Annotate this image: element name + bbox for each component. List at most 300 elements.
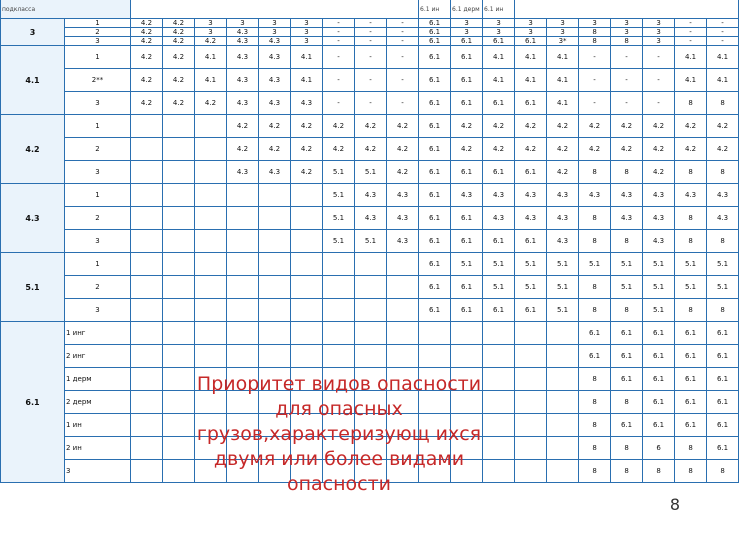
priority-value-cell: 4.2 [163,69,195,92]
priority-value-cell: 4.2 [643,115,675,138]
priority-value-cell: 4.2 [195,92,227,115]
priority-value-cell [323,253,355,276]
table-row [1,322,739,345]
priority-value-cell [387,322,419,345]
priority-value-cell: 8 [579,276,611,299]
priority-value-cell: 4.3 [643,184,675,207]
priority-value-cell [131,230,163,253]
priority-value-cell: 4.2 [611,138,643,161]
priority-value-cell: 4.3 [387,184,419,207]
priority-value-cell: 4.2 [259,138,291,161]
priority-value-cell: 6.1 [675,391,707,414]
priority-value-cell: 6.1 [643,391,675,414]
priority-value-cell: 6.1 [707,391,739,414]
priority-value-cell: 5.1 [675,276,707,299]
priority-value-cell: 3 [291,19,323,28]
priority-value-cell: 4.2 [323,115,355,138]
priority-value-cell: 6.1 [419,230,451,253]
priority-value-cell: 4.2 [675,115,707,138]
priority-value-cell: 3* [547,37,579,46]
priority-value-cell [323,322,355,345]
priority-value-cell [163,207,195,230]
priority-value-cell: 3 [643,28,675,37]
priority-value-cell [323,299,355,322]
priority-value-cell: - [387,28,419,37]
priority-value-cell: - [355,69,387,92]
priority-value-cell: 4.2 [483,115,515,138]
class-header-cell: подкласса [1,0,131,19]
priority-value-cell: 4.2 [259,115,291,138]
priority-value-cell [131,460,163,483]
priority-value-cell: 4.3 [483,184,515,207]
priority-value-cell: 4.2 [291,138,323,161]
priority-value-cell: 4.3 [707,207,739,230]
priority-value-cell: 4.3 [547,230,579,253]
priority-value-cell [387,345,419,368]
priority-value-cell [323,276,355,299]
priority-value-cell: 6.1 [675,368,707,391]
priority-value-cell: 5.1 [643,299,675,322]
priority-value-cell: 5.1 [323,161,355,184]
priority-value-cell: - [387,37,419,46]
packing-group-cell: 2 [65,138,131,161]
priority-value-cell: 8 [643,460,675,483]
priority-value-cell: 6.1 [707,345,739,368]
priority-value-cell [131,437,163,460]
priority-value-cell [291,230,323,253]
priority-value-cell [515,460,547,483]
priority-value-cell: 5.1 [579,253,611,276]
priority-value-cell: 4.3 [259,37,291,46]
priority-value-cell: 4.2 [163,92,195,115]
packing-group-cell: 2 инг [65,345,131,368]
priority-value-cell: 4.1 [515,69,547,92]
priority-value-cell [323,345,355,368]
table-row [1,115,739,138]
priority-value-cell: 3 [643,19,675,28]
hazard-class-cell: 4.2 [1,115,65,184]
priority-value-cell [131,184,163,207]
priority-value-cell: 4.1 [515,46,547,69]
priority-value-cell [259,253,291,276]
priority-value-cell: 4.2 [515,138,547,161]
priority-value-cell: 8 [611,460,643,483]
priority-value-cell [163,184,195,207]
priority-value-cell: 4.2 [579,115,611,138]
priority-value-cell [195,230,227,253]
priority-value-cell: 4.1 [675,69,707,92]
table-row [1,299,739,322]
packing-group-cell: 3 [65,92,131,115]
priority-value-cell: 5.1 [355,161,387,184]
priority-value-cell: - [355,46,387,69]
priority-value-cell [227,184,259,207]
priority-value-cell: 5.1 [547,253,579,276]
packing-group-cell: 3 [65,37,131,46]
priority-value-cell [291,253,323,276]
table-row [1,207,739,230]
table-row [1,161,739,184]
priority-value-cell: 6.1 [419,207,451,230]
priority-value-cell: 4.2 [515,115,547,138]
priority-value-cell [163,299,195,322]
priority-value-cell: 8 [611,299,643,322]
priority-value-cell [547,345,579,368]
priority-value-cell [259,299,291,322]
priority-value-cell: 6.1 [707,414,739,437]
table-row [1,28,739,37]
priority-value-cell: 5.1 [707,253,739,276]
priority-value-cell: 4.3 [355,207,387,230]
table-row [1,184,739,207]
priority-value-cell: 4.2 [547,161,579,184]
priority-value-cell: 3 [195,28,227,37]
priority-value-cell: 6.1 [643,414,675,437]
priority-value-cell: 4.3 [291,92,323,115]
priority-value-cell [355,253,387,276]
priority-value-cell: - [387,46,419,69]
priority-value-cell: 4.2 [675,138,707,161]
priority-value-cell: 8 [579,414,611,437]
priority-value-cell [163,253,195,276]
priority-value-cell: 6.1 [675,414,707,437]
priority-value-cell [163,276,195,299]
priority-value-cell: 3 [483,19,515,28]
priority-value-cell [163,115,195,138]
priority-value-cell [515,437,547,460]
priority-value-cell [547,391,579,414]
priority-value-cell: 8 [579,437,611,460]
priority-value-cell: 6.1 [579,345,611,368]
column-header-c: 6.1 ин [483,0,515,19]
priority-value-cell: 4.1 [707,69,739,92]
priority-value-cell: 4.2 [227,138,259,161]
priority-value-cell: 4.3 [259,46,291,69]
priority-value-cell: 8 [579,28,611,37]
priority-value-cell: 8 [675,161,707,184]
priority-value-cell: 6.1 [419,46,451,69]
priority-value-cell: 8 [707,460,739,483]
priority-value-cell [227,207,259,230]
priority-value-cell: 4.3 [227,46,259,69]
priority-value-cell: - [675,28,707,37]
priority-value-cell: 4.2 [131,69,163,92]
priority-value-cell: - [675,19,707,28]
priority-value-cell [387,253,419,276]
packing-group-cell: 2** [65,69,131,92]
priority-value-cell [131,299,163,322]
priority-value-cell: - [579,46,611,69]
priority-value-cell [195,138,227,161]
priority-value-cell: 4.2 [291,115,323,138]
priority-value-cell: 4.2 [291,161,323,184]
priority-value-cell [547,414,579,437]
packing-group-cell: 1 инг [65,322,131,345]
priority-value-cell [195,345,227,368]
priority-value-cell: 5.1 [643,253,675,276]
priority-value-cell [515,345,547,368]
priority-value-cell [227,276,259,299]
priority-value-cell: 6.1 [419,184,451,207]
priority-value-cell [515,414,547,437]
priority-value-cell [131,391,163,414]
table-row [1,69,739,92]
priority-value-cell: 4.3 [451,184,483,207]
priority-value-cell: - [611,92,643,115]
packing-group-cell: 3 [65,161,131,184]
priority-value-cell [515,391,547,414]
priority-value-cell [259,184,291,207]
priority-value-cell: - [323,28,355,37]
priority-value-cell: 6.1 [451,276,483,299]
priority-value-cell: 4.2 [131,92,163,115]
priority-value-cell: 6.1 [643,322,675,345]
priority-value-cell: 5.1 [547,299,579,322]
priority-value-cell: 6.1 [515,230,547,253]
priority-value-cell: - [355,37,387,46]
priority-value-cell: 8 [611,437,643,460]
priority-value-cell [131,322,163,345]
priority-value-cell: 6 [643,437,675,460]
priority-value-cell: 3 [483,28,515,37]
priority-value-cell: - [707,28,739,37]
priority-value-cell: 6.1 [675,345,707,368]
priority-value-cell: - [323,69,355,92]
priority-value-cell: 6.1 [419,299,451,322]
priority-value-cell: 4.3 [227,28,259,37]
priority-value-cell: 6.1 [483,230,515,253]
priority-value-cell: 8 [579,37,611,46]
priority-value-cell [483,322,515,345]
priority-value-cell: 6.1 [451,46,483,69]
column-header-b: 6.1 дерм [451,0,483,19]
priority-value-cell: 4.2 [707,138,739,161]
priority-value-cell: 3 [547,28,579,37]
priority-value-cell [259,230,291,253]
priority-value-cell [195,299,227,322]
priority-value-cell: 8 [675,299,707,322]
priority-value-cell: 4.2 [163,19,195,28]
priority-value-cell [355,345,387,368]
priority-value-cell [227,299,259,322]
priority-value-cell: 6.1 [611,414,643,437]
table-row [1,276,739,299]
priority-value-cell: 6.1 [707,437,739,460]
priority-value-cell: - [323,37,355,46]
packing-group-cell: 1 [65,115,131,138]
packing-group-cell: 1 [65,184,131,207]
priority-value-cell: 4.2 [227,115,259,138]
packing-group-cell: 1 [65,19,131,28]
priority-value-cell: 6.1 [419,69,451,92]
priority-value-cell: 4.1 [547,46,579,69]
priority-value-cell: 4.2 [483,138,515,161]
priority-value-cell: 6.1 [515,92,547,115]
priority-value-cell: 3 [291,37,323,46]
packing-group-cell: 1 ин [65,414,131,437]
priority-value-cell: 8 [579,230,611,253]
table-row [1,138,739,161]
priority-value-cell: 4.3 [611,207,643,230]
priority-value-cell [131,276,163,299]
priority-value-cell: 4.3 [387,207,419,230]
priority-value-cell: 6.1 [515,299,547,322]
priority-value-cell: 4.1 [547,69,579,92]
priority-value-cell: 3 [547,19,579,28]
priority-value-cell: 8 [579,161,611,184]
table-row [1,253,739,276]
priority-value-cell: 5.1 [515,276,547,299]
priority-value-cell: 3 [611,19,643,28]
priority-value-cell: 4.1 [547,92,579,115]
priority-value-cell: 3 [579,19,611,28]
priority-value-cell: 8 [611,37,643,46]
priority-value-cell: - [355,28,387,37]
priority-value-cell: 4.2 [355,138,387,161]
priority-value-cell: 4.3 [515,184,547,207]
priority-value-cell: 8 [611,230,643,253]
packing-group-cell: 2 [65,28,131,37]
priority-value-cell [291,322,323,345]
priority-value-cell: 6.1 [451,69,483,92]
priority-value-cell: 6.1 [483,92,515,115]
priority-value-cell: 4.2 [195,37,227,46]
priority-value-cell: 4.1 [483,69,515,92]
priority-value-cell: 6.1 [419,253,451,276]
priority-value-cell: 8 [579,207,611,230]
table-row [1,46,739,69]
priority-value-cell [259,322,291,345]
priority-value-cell: 6.1 [419,92,451,115]
priority-value-cell [131,414,163,437]
priority-value-cell [547,322,579,345]
priority-value-cell: - [579,92,611,115]
priority-value-cell: 6.1 [707,368,739,391]
priority-value-cell: 4.3 [643,207,675,230]
priority-value-cell: 4.2 [387,115,419,138]
priority-value-cell: 5.1 [515,253,547,276]
priority-value-cell: 5.1 [323,207,355,230]
priority-value-cell: - [387,69,419,92]
packing-group-cell: 2 ин [65,437,131,460]
priority-value-cell: 3 [259,19,291,28]
priority-value-cell: 4.1 [291,69,323,92]
priority-value-cell: 4.2 [643,161,675,184]
priority-value-cell: 8 [707,230,739,253]
table-header-row [1,0,739,19]
priority-value-cell [547,460,579,483]
priority-value-cell: 6.1 [451,92,483,115]
packing-group-cell: 3 [65,230,131,253]
priority-value-cell: 6.1 [419,161,451,184]
priority-value-cell: 4.2 [387,138,419,161]
priority-value-cell: 6.1 [419,28,451,37]
priority-value-cell [195,322,227,345]
priority-value-cell [131,253,163,276]
priority-value-cell: 8 [675,207,707,230]
priority-value-cell: 6.1 [483,161,515,184]
hazard-class-cell: 6.1 [1,322,65,483]
priority-value-cell: 3 [451,19,483,28]
priority-value-cell [195,115,227,138]
priority-value-cell: 6.1 [419,115,451,138]
priority-value-cell: 4.3 [611,184,643,207]
priority-value-cell: 8 [611,161,643,184]
priority-value-cell [227,253,259,276]
priority-value-cell [195,161,227,184]
priority-value-cell: 8 [675,92,707,115]
priority-value-cell: 8 [675,230,707,253]
priority-value-cell: 4.2 [451,138,483,161]
priority-value-cell: 8 [579,391,611,414]
priority-value-cell: 5.1 [483,276,515,299]
priority-value-cell [259,276,291,299]
priority-value-cell: - [323,92,355,115]
priority-value-cell: 8 [675,437,707,460]
priority-value-cell: 6.1 [611,368,643,391]
priority-value-cell: 5.1 [355,230,387,253]
priority-value-cell: 4.3 [227,69,259,92]
priority-value-cell [387,276,419,299]
priority-value-cell [419,322,451,345]
priority-value-cell [483,345,515,368]
hazard-class-cell: 3 [1,19,65,46]
priority-value-cell: 3 [291,28,323,37]
priority-value-cell: - [675,37,707,46]
priority-value-cell: 4.2 [355,115,387,138]
priority-value-cell: 4.3 [227,161,259,184]
priority-value-cell [291,207,323,230]
priority-value-cell [547,368,579,391]
priority-value-cell: 5.1 [323,184,355,207]
priority-value-cell: 4.2 [131,46,163,69]
priority-value-cell: 4.2 [163,28,195,37]
priority-value-cell [163,345,195,368]
priority-value-cell: 6.1 [579,322,611,345]
priority-value-cell [451,345,483,368]
priority-value-cell [227,230,259,253]
priority-value-cell: 3 [451,28,483,37]
priority-value-cell [163,230,195,253]
table-row [1,92,739,115]
priority-value-cell: 3 [643,37,675,46]
priority-value-cell [515,368,547,391]
priority-value-cell: 4.2 [387,161,419,184]
packing-group-cell: 3 [65,299,131,322]
priority-value-cell: 6.1 [643,368,675,391]
priority-value-cell: 6.1 [419,276,451,299]
priority-value-cell: 4.3 [259,92,291,115]
priority-value-cell: 4.2 [451,115,483,138]
priority-value-cell [259,207,291,230]
priority-value-cell: 3 [515,19,547,28]
hazard-class-cell: 4.1 [1,46,65,115]
priority-value-cell: 4.3 [387,230,419,253]
priority-value-cell: 4.2 [547,138,579,161]
priority-value-cell [227,345,259,368]
priority-value-cell: 4.3 [259,161,291,184]
priority-value-cell [355,322,387,345]
priority-value-cell: 8 [707,161,739,184]
priority-value-cell: 4.3 [675,184,707,207]
priority-value-cell: 3 [611,28,643,37]
priority-value-cell: 6.1 [451,299,483,322]
priority-value-cell: - [643,92,675,115]
priority-value-cell: 4.3 [355,184,387,207]
priority-value-cell: 5.1 [323,230,355,253]
priority-value-cell [131,138,163,161]
priority-value-cell: 6.1 [643,345,675,368]
